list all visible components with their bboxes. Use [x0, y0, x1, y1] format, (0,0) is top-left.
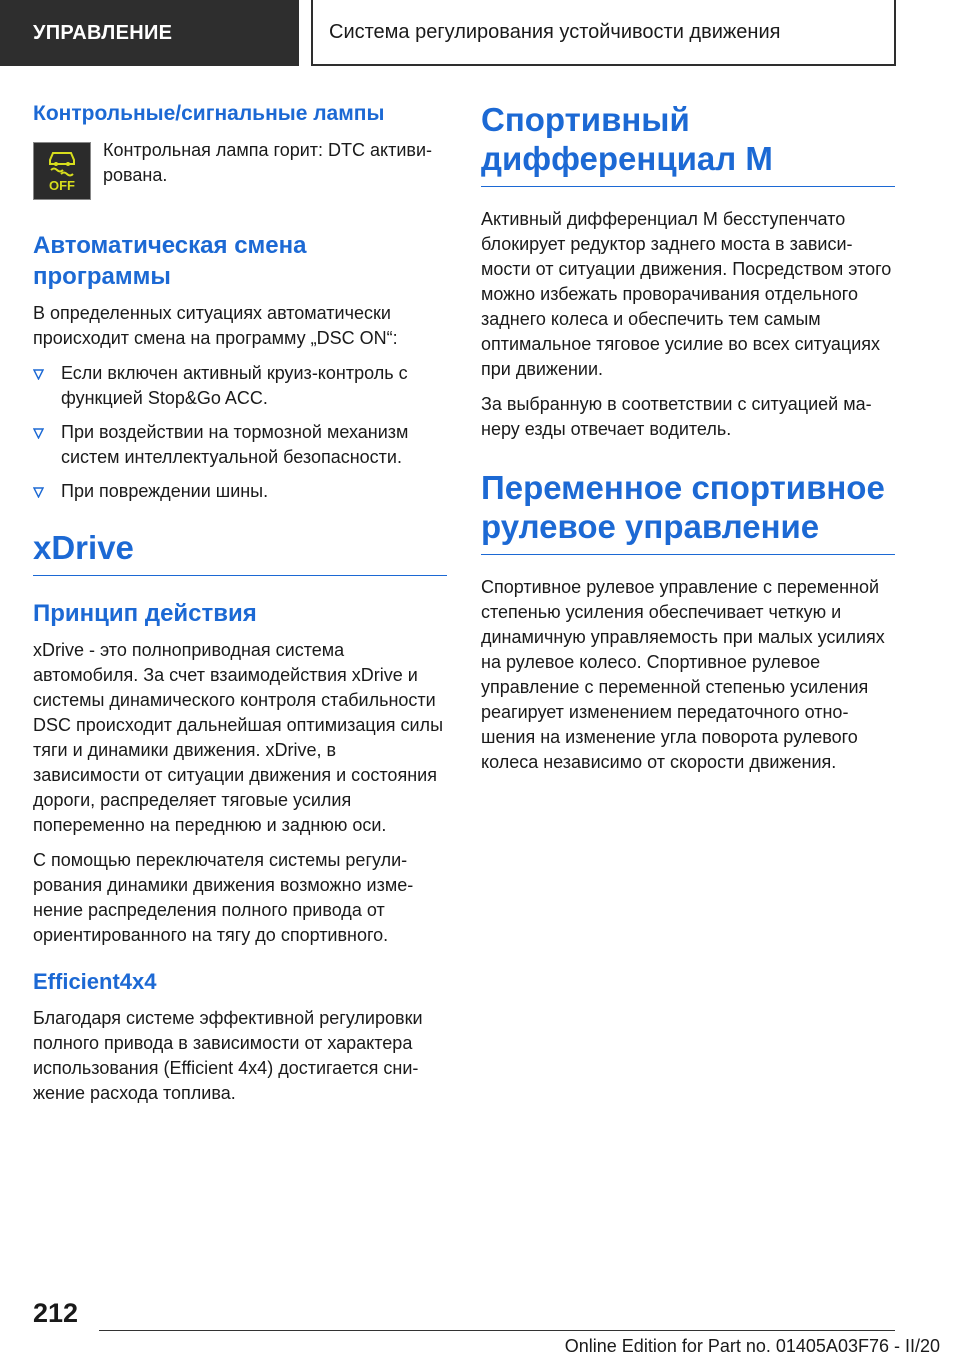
diff-paragraph-2: За выбранную в соответствии с ситуацией манеру езды отвечает водитель.: [481, 394, 872, 439]
left-column: [33, 100, 447, 1116]
steering-paragraph: Спортивное рулевое управление с переменной степенью усиления обеспечивает четкую и динамичную управляемость при малых усилиях на рулевое колесо. Спортивное рулевое управление с переменной степенью усиления реагирует изменением передаточного отношения на изменение угла поворота рулевого колеса независимо от скорости движения.: [481, 577, 885, 772]
page-footer: [0, 1290, 960, 1362]
lamps-heading: Контрольные/сигнальные лампы: [33, 102, 385, 125]
list-triangle-icon: [33, 487, 44, 498]
list-item: При воздействии на тормозной механизм систем интеллектуальной безопасности.: [33, 420, 447, 470]
car-skid-icon: [45, 149, 79, 179]
edition-note: Online Edition for Part no. 01405A03F76 - II/20: [564, 1336, 940, 1356]
right-column: [481, 100, 895, 785]
steering-heading: Переменное спортивное рулевое управление: [481, 468, 895, 555]
chapter-title: Система регулирования устойчивости движения: [311, 0, 896, 66]
list-triangle-icon: [33, 428, 44, 439]
diff-heading: Спортивный дифференциал M: [481, 100, 895, 187]
diff-paragraph-1: Активный дифференциал M бесступенчато блокирует редуктор заднего моста в зависимости от ситуации движения. Посредством этого можно избежать проворачивания отдельного заднего колеса и обеспечить тем самым оптимальное тяговое усилие во всех ситуациях при движении.: [481, 209, 892, 379]
list-item: Если включен активный круиз-контроль с функцией Stop&Go ACC.: [33, 361, 447, 411]
list-item: При повреждении шины.: [33, 479, 447, 504]
lamp-entry: [33, 138, 447, 200]
section-label: УПРАВЛЕНИЕ: [0, 0, 299, 66]
principle-paragraph-1: xDrive - это полноприводная система автомобиля. За счет взаимодействия xDrive и системы динамического контроля стабильности DSC происходит дальнейшая оптимизация силы тяги и динамики движения. xDrive, в зависимости от ситуации движения и состояния дороги, распределяет тяговые усилия попеременно на переднюю и заднюю оси.: [33, 640, 444, 835]
efficient-heading: Efficient4x4: [33, 969, 157, 994]
dtc-warning-lamp-icon: [33, 142, 91, 200]
lamp-off-label: OFF: [49, 178, 75, 193]
principle-paragraph-2: С помощью переключателя системы регулирования динамики движения возможно изменение распределения полного привода от ориентированного на тягу до спортивного.: [33, 850, 414, 945]
auto-program-text: В определенных ситуациях автоматически происходит смена на программу „DSC ON“:: [33, 303, 398, 348]
page-number: 212: [33, 1298, 79, 1328]
xdrive-heading: xDrive: [33, 528, 447, 576]
list-triangle-icon: [33, 369, 44, 380]
lamp-description: Контрольная лампа горит: DTC активирована.: [103, 140, 433, 185]
efficient-paragraph: Благодаря системе эффективной регулировки полного привода в зависимости от характера использования (Efficient 4x4) достигается снижение расхода топлива.: [33, 1008, 423, 1103]
auto-program-list: [33, 361, 447, 504]
auto-program-heading: Автоматическая смена программы: [33, 232, 307, 290]
footer-divider: [99, 1330, 895, 1331]
page-header: [0, 0, 960, 66]
principle-heading: Принцип действия: [33, 600, 257, 627]
